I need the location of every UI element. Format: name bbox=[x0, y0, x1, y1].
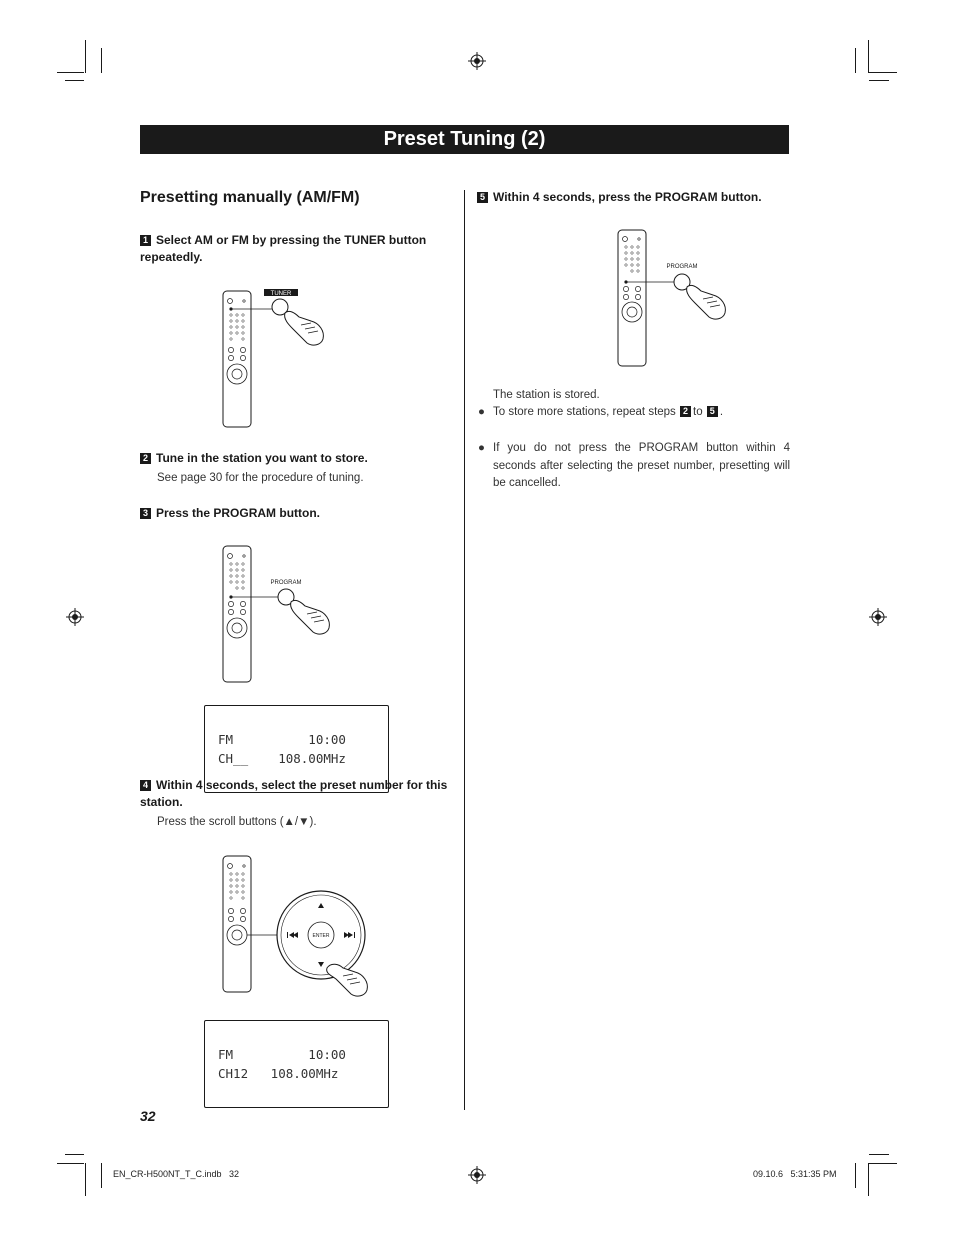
step-5 bbox=[477, 189, 790, 206]
crop-mark bbox=[855, 1163, 856, 1188]
repeat-mid: to bbox=[693, 406, 703, 418]
step-text: Tune in the station you want to store. bbox=[156, 451, 368, 465]
remote-illustration-program bbox=[610, 225, 735, 370]
crop-mark bbox=[868, 40, 869, 73]
bullet-icon: ● bbox=[478, 406, 485, 418]
step-4 bbox=[140, 777, 453, 811]
step-number: 4 bbox=[140, 780, 151, 791]
crop-mark bbox=[85, 40, 86, 73]
step-text: Within 4 seconds, press the PROGRAM button. bbox=[493, 190, 762, 204]
page-number: 32 bbox=[140, 1108, 156, 1124]
remote-illustration-tuner bbox=[215, 285, 335, 430]
repeat-note bbox=[478, 404, 790, 422]
step-number: 5 bbox=[477, 192, 488, 203]
lcd-display bbox=[204, 1020, 389, 1108]
registration-mark-icon bbox=[869, 608, 887, 626]
repeat-suffix: . bbox=[719, 406, 724, 418]
step-4-note: Press the scroll buttons (▲/▼). bbox=[157, 816, 317, 828]
warning-note bbox=[478, 440, 790, 493]
lcd-line-2: CH12 108.00MHz bbox=[218, 1066, 339, 1081]
footer-file: EN_CR-H500NT_T_C.indb 32 bbox=[113, 1169, 240, 1179]
stored-note: The station is stored. bbox=[493, 389, 600, 401]
step-text: Select AM or FM by pressing the TUNER button repeatedly. bbox=[140, 233, 427, 264]
step-1 bbox=[140, 232, 453, 266]
crop-mark bbox=[869, 80, 889, 81]
step-number: 2 bbox=[680, 406, 691, 417]
step-text: Press the PROGRAM button. bbox=[156, 506, 321, 520]
crop-mark bbox=[57, 1163, 84, 1164]
button-label-tuner: TUNER bbox=[270, 291, 292, 297]
crop-mark bbox=[101, 48, 102, 73]
crop-mark bbox=[85, 1163, 86, 1196]
footer-timestamp: 09.10.6 5:31:35 PM bbox=[753, 1169, 837, 1179]
crop-mark bbox=[869, 1163, 897, 1164]
page-title: Preset Tuning (2) bbox=[140, 125, 789, 154]
registration-mark-icon bbox=[468, 52, 486, 70]
crop-mark bbox=[868, 1163, 869, 1196]
lcd-line-1: FM 10:00 bbox=[218, 1047, 346, 1062]
lcd-line-2: CH__ 108.00MHz bbox=[218, 751, 346, 766]
crop-mark bbox=[869, 72, 897, 73]
step-number: 1 bbox=[140, 235, 151, 246]
remote-illustration-program bbox=[215, 540, 340, 685]
crop-mark bbox=[869, 1154, 889, 1155]
step-text: Within 4 seconds, select the preset number for this station. bbox=[140, 778, 448, 809]
step-number: 2 bbox=[140, 453, 151, 464]
step-2-note: See page 30 for the procedure of tuning. bbox=[157, 472, 364, 484]
crop-mark bbox=[101, 1163, 102, 1188]
remote-illustration-scroll bbox=[215, 850, 375, 1000]
enter-label: ENTER bbox=[312, 933, 330, 939]
crop-mark bbox=[65, 1154, 84, 1155]
step-number: 5 bbox=[707, 406, 718, 417]
column-divider bbox=[464, 190, 465, 1110]
crop-mark bbox=[57, 72, 84, 73]
bullet-icon: ● bbox=[478, 442, 485, 454]
crop-mark bbox=[855, 48, 856, 73]
step-2 bbox=[140, 450, 453, 467]
button-label-program: PROGRAM bbox=[270, 580, 302, 586]
registration-mark-icon bbox=[468, 1166, 486, 1184]
warning-text: If you do not press the PROGRAM button within 4 seconds after selecting the preset number, presetting will be cancelled. bbox=[493, 442, 790, 489]
repeat-prefix: To store more stations, repeat steps bbox=[493, 406, 676, 418]
step-number: 3 bbox=[140, 508, 151, 519]
button-label-program: PROGRAM bbox=[666, 264, 698, 270]
lcd-line-1: FM 10:00 bbox=[218, 732, 346, 747]
section-heading: Presetting manually (AM/FM) bbox=[140, 189, 360, 206]
crop-mark bbox=[65, 80, 84, 81]
registration-mark-icon bbox=[66, 608, 84, 626]
step-3 bbox=[140, 505, 453, 522]
